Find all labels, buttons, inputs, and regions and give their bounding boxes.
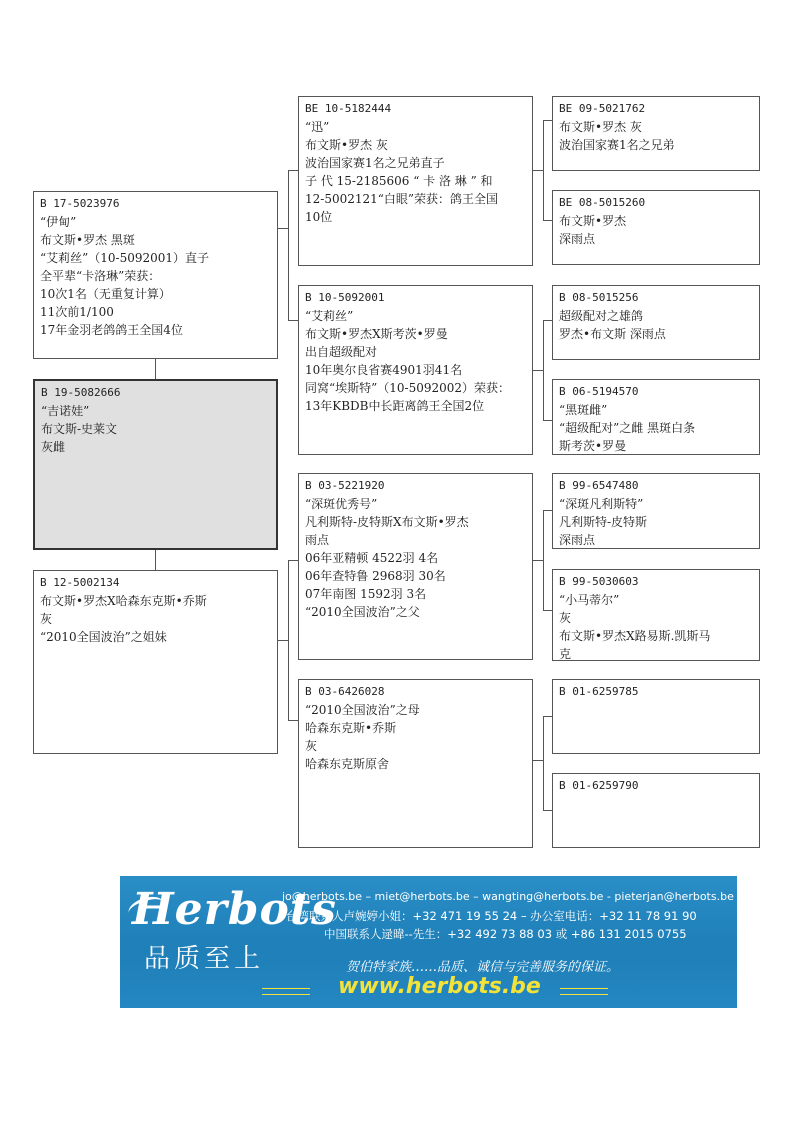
info-line: 布文斯•罗杰X斯考茨•罗曼 <box>305 327 448 341</box>
info-line: 灰 <box>559 611 572 625</box>
pigeon-name: “艾莉丝” <box>305 309 354 323</box>
info-line: 克 <box>559 647 572 661</box>
info-line: 10次1名（无重复计算） <box>40 287 171 301</box>
connector-sire-to-sd <box>288 320 298 321</box>
info-line: “2010全国波治”之母 <box>305 703 420 717</box>
ring-number: B 06-5194570 <box>559 385 639 398</box>
connector-ds-trunk <box>543 510 544 610</box>
pigeon-name: “深斑凡利斯特” <box>559 497 644 511</box>
connector-subject-dam <box>155 549 156 570</box>
ring-number: B 17-5023976 <box>40 197 120 210</box>
decorative-line-left <box>262 988 310 995</box>
info-line: “超级配对”之雌 黑斑白条 <box>559 421 696 435</box>
pedigree-card-g8 <box>552 773 760 848</box>
contact-china: 中国联系人逯暐--先生：+32 492 73 88 03 或 +86 131 2015 0755 <box>324 927 687 941</box>
info-line: 06年查特鲁 2968羽 30名 <box>305 569 446 583</box>
pigeon-name: “吉诺娃” <box>41 404 90 418</box>
info-line: 13年KBDB中长距离鸽王全国2位 <box>305 399 485 413</box>
info-line: 哈森东克斯•乔斯 <box>305 721 397 735</box>
info-line: 深雨点 <box>559 533 596 547</box>
connector-sd-trunk <box>543 320 544 420</box>
pigeon-name: “迅” <box>305 120 330 134</box>
ring-number: BE 09-5021762 <box>559 102 646 115</box>
connector-dam-trunk <box>288 560 289 720</box>
info-line: 布文斯•罗杰 灰 <box>305 138 388 152</box>
pedigree-card-dam-dam <box>298 679 533 848</box>
ring-number: B 99-5030603 <box>559 575 639 588</box>
ring-number: B 19-5082666 <box>41 386 121 399</box>
info-line: “艾莉丝”（10-5092001）直子 <box>40 251 210 265</box>
info-line: 斯考茨•罗曼 <box>559 439 627 453</box>
info-line: 07年南图 1592羽 3名 <box>305 587 427 601</box>
info-line: 超级配对之雄鸽 <box>559 309 644 323</box>
pedigree-card-dam <box>33 570 278 754</box>
ring-number: B 10-5092001 <box>305 291 385 304</box>
ring-number: B 03-5221920 <box>305 479 385 492</box>
pedigree-card-dam-sire <box>298 473 533 660</box>
pigeon-name: “伊甸” <box>40 215 77 229</box>
ring-number: B 08-5015256 <box>559 291 639 304</box>
info-line: “2010全国波治”之父 <box>305 605 420 619</box>
info-line: 11次前1/100 <box>40 305 114 319</box>
connector-dam-to-dd <box>288 720 298 721</box>
info-line: 12-5002121“白眼”荣获：鸽王全国 <box>305 192 499 206</box>
ring-number: BE 08-5015260 <box>559 196 646 209</box>
info-line: 出自超级配对 <box>305 345 378 359</box>
connector-dam-right <box>278 640 288 641</box>
ring-number: B 12-5002134 <box>40 576 120 589</box>
pedigree-card-subject <box>33 379 278 550</box>
ring-number: B 03-6426028 <box>305 685 385 698</box>
contact-emails: jo@herbots.be – miet@herbots.be – wangting@herbots.be - pieterjan@herbots.be <box>282 890 734 903</box>
herbots-banner <box>120 876 737 1008</box>
info-line: 布文斯•罗杰X哈森东克斯•乔斯 <box>40 594 207 608</box>
info-line: 布文斯•罗杰X路易斯.凯斯马 <box>559 629 711 643</box>
info-line: 10年奥尔良省赛4901羽41名 <box>305 363 463 377</box>
info-line: 灰 <box>305 739 318 753</box>
info-line: 灰雌 <box>41 440 66 454</box>
pedigree-card-g1 <box>552 96 760 171</box>
info-line: 哈森东克斯原舍 <box>305 757 390 771</box>
connector-sd-right <box>533 370 543 371</box>
ring-number: BE 10-5182444 <box>305 102 392 115</box>
info-line: 布文斯•罗杰 灰 <box>559 120 642 134</box>
info-line: 17年金羽老鸽鸽王全国4位 <box>40 323 183 337</box>
info-line: 同窝“埃斯特”（10-5092002）荣获： <box>305 381 511 395</box>
info-line: 雨点 <box>305 533 330 547</box>
pedigree-card-g3 <box>552 285 760 360</box>
info-line: 灰 <box>40 612 53 626</box>
connector-dd-trunk <box>543 716 544 810</box>
pedigree-card-g7 <box>552 679 760 754</box>
herbots-logo: Herbots <box>132 884 337 935</box>
info-line: 凡利斯特-皮特斯 <box>559 515 648 529</box>
pigeon-name: “小马蒂尔” <box>559 593 620 607</box>
decorative-line-right <box>560 988 608 995</box>
info-line: 波治国家赛1名之兄弟 <box>559 138 675 152</box>
info-line: 子 代 15-2185606 “ 卡 洛 琳 ” 和 <box>305 174 493 188</box>
pedigree-card-g6 <box>552 569 760 661</box>
pigeon-name: “黑斑雌” <box>559 403 608 417</box>
info-line: 凡利斯特-皮特斯X布文斯•罗杰 <box>305 515 469 529</box>
pigeon-name: “深斑优秀号” <box>305 497 378 511</box>
info-line: 10位 <box>305 210 333 224</box>
info-line: “2010全国波治”之姐妹 <box>40 630 167 644</box>
connector-sire-trunk <box>288 170 289 320</box>
connector-ds-right <box>533 560 543 561</box>
pedigree-card-sire-dam <box>298 285 533 455</box>
pedigree-card-g4 <box>552 379 760 455</box>
ring-number: B 01-6259790 <box>559 779 639 792</box>
info-line: 波治国家赛1名之兄弟直子 <box>305 156 445 170</box>
contact-taiwan: 台湾联系人卢婉婷小姐：+32 471 19 55 24 – 办公室电话：+32 11 78 91 90 <box>286 909 697 923</box>
info-line: 全平辈“卡洛琳”荣获： <box>40 269 161 283</box>
info-line: 布文斯•罗杰 <box>559 214 627 228</box>
pedigree-card-sire <box>33 191 278 359</box>
slogan: 品质至上 <box>144 944 265 974</box>
pedigree-card-sire-sire <box>298 96 533 266</box>
website-link[interactable]: www.herbots.be <box>338 974 541 999</box>
ring-number: B 99-6547480 <box>559 479 639 492</box>
connector-ss-right <box>533 170 543 171</box>
pedigree-card-g5 <box>552 473 760 549</box>
info-line: 罗杰•布文斯 深雨点 <box>559 327 666 341</box>
service-promise: 贺伯特家族……品质、诚信与完善服务的保证。 <box>346 960 620 975</box>
info-line: 布文斯•罗杰 黑斑 <box>40 233 135 247</box>
info-line: 06年亚精顿 4522羽 4名 <box>305 551 439 565</box>
connector-sire-dam-vertical <box>155 359 156 379</box>
connector-ss-trunk <box>543 120 544 220</box>
ring-number: B 01-6259785 <box>559 685 639 698</box>
info-line: 布文斯-史莱文 <box>41 422 118 436</box>
pedigree-card-g2 <box>552 190 760 265</box>
info-line: 深雨点 <box>559 232 596 246</box>
connector-sire-right <box>278 228 288 229</box>
connector-sire-to-ss <box>288 170 298 171</box>
connector-dam-to-ds <box>288 560 298 561</box>
connector-dd-right <box>533 760 543 761</box>
